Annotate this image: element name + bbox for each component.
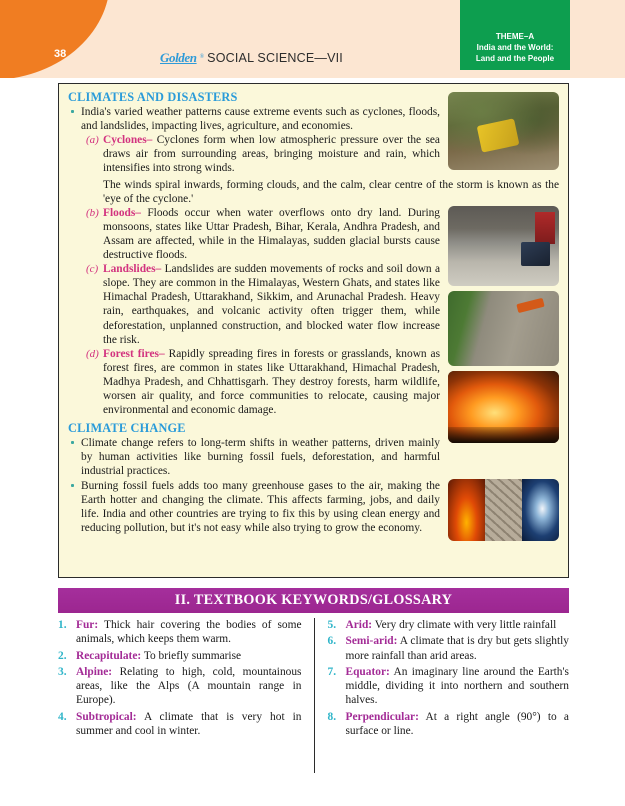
glossary-term: Arid:: [345, 619, 373, 631]
cyclone-damage-photo: [448, 92, 559, 170]
page-header: [0, 0, 625, 78]
glossary-definition: A climate that is dry but gets slightly more rainfall than arid areas.: [345, 635, 569, 662]
sub-item-forest-fires: [86, 347, 440, 417]
sub-item-marker: (d): [86, 347, 99, 360]
glossary-number: 3.: [58, 665, 67, 678]
intro-bullet-text: India's varied weather patterns cause extreme events such as cyclones, floods, and landslides, impacting lives, agriculture, and economies.: [81, 106, 440, 133]
heading-climates-and-disasters: CLIMATES AND DISASTERS: [68, 90, 238, 104]
glossary-number: 5.: [327, 619, 337, 631]
orange-corner-decoration: [0, 0, 110, 78]
sub-item-text: Landslides are sudden movements of rocks and soil down a slope. They are common in the Himalayas, Western Ghats, and states like Himachal Pradesh, Uttarakhand, Sikkim, and Arunachal Pradesh. Heavy rain, earthquakes, and volcanic activity often trigger them, while deforestation, unplanned construction, and blocked water flow increase the risk.: [103, 263, 440, 346]
list-item: [58, 649, 302, 663]
climate-change-bullet-1-text: Climate change refers to long-term shifts in weather patterns, driven mainly by human activities like burning fossil fuels, deforestation, and harmful industrial practices.: [81, 437, 440, 478]
glossary-definition: Very dry climate with very little rainfall: [372, 619, 557, 631]
sub-item-term: Landslides–: [103, 263, 162, 276]
glossary-number: 6.: [327, 635, 337, 648]
glossary-number: 4.: [58, 710, 67, 723]
climate-collage-photo: [448, 479, 559, 541]
theme-subtitle-line2: Land and the People: [475, 54, 555, 63]
glossary-term: Recapitulate:: [76, 649, 142, 662]
glossary-term: Subtropical:: [76, 710, 137, 723]
landslide-road-photo: [448, 291, 559, 366]
bullet-dot-icon: [68, 436, 81, 444]
sub-item-term: Cyclones–: [103, 134, 153, 147]
sub-item-term: Forest fires–: [103, 347, 165, 360]
climate-change-bullet-1: [68, 436, 440, 478]
list-item: [328, 665, 570, 708]
sub-item-landslides: [86, 262, 440, 347]
glossary-term: Equator:: [345, 665, 390, 678]
glossary-term: Alpine:: [76, 665, 113, 678]
list-item: [328, 710, 570, 739]
glossary-columns: [58, 613, 569, 773]
running-head: [160, 50, 343, 66]
glossary-definition: To briefly summarise: [141, 649, 242, 662]
glossary-column-right: [314, 618, 570, 773]
glossary-section: [58, 588, 569, 773]
list-item: [58, 618, 302, 647]
glossary-term: Semi-arid:: [345, 635, 398, 648]
heading-climate-change: CLIMATE CHANGE: [68, 421, 186, 436]
intro-bullet: [68, 105, 440, 133]
book-title: SOCIAL SCIENCE—VII: [207, 51, 343, 65]
cyclones-continuation: The winds spiral inwards, forming clouds, and the calm, clear centre of the storm is known as the 'eye of the cyclone.': [103, 178, 559, 205]
list-item: [58, 665, 302, 708]
sub-item-text: Floods occur when water overflows onto dry land. During monsoons, states like Uttar Pradesh, Bihar, Kerala, Andhra Pradesh, and Assam are affected, while in the Himalayas, sudden glacial bursts cause destructive floods.: [103, 206, 440, 262]
sub-item-marker: (b): [86, 206, 99, 219]
glossary-definition: Relating to high, cold, mountainous areas, like the Alps (A mountain range in Europe).: [76, 665, 302, 707]
theme-label: THEME–A: [495, 32, 535, 41]
theme-subtitle-line1: India and the World:: [476, 43, 554, 52]
glossary-number: 1.: [58, 619, 67, 631]
flooded-street-photo: [448, 206, 559, 286]
glossary-term: Perpendicular:: [345, 710, 419, 723]
glossary-definition: A climate that is very hot in summer and cool in winter.: [76, 710, 302, 738]
glossary-column-left: [58, 618, 314, 773]
list-item: [328, 618, 570, 632]
list-item: [328, 634, 570, 663]
theme-badge: [460, 0, 570, 70]
forest-fire-photo: [448, 371, 559, 443]
glossary-definition: Thick hair covering the bodies of some animals, which keeps them warm.: [76, 619, 302, 646]
sub-item-floods: [86, 206, 440, 262]
main-content-box: [58, 83, 569, 578]
glossary-title-bar: II. TEXTBOOK KEYWORDS/GLOSSARY: [58, 588, 569, 613]
sub-item-text: Rapidly spreading fires in forests or grasslands, known as forest fires, are common in states like Uttarakhand, Himachal Pradesh, Madhya Pradesh, and Chhattisgarh. They destroy forests, harm wildlife, worsen air quality, and force communities to relocate, causing major environmental and economic damage.: [103, 347, 441, 417]
glossary-definition: At a right angle (90°) to a surface or line.: [345, 710, 569, 738]
bullet-dot-icon: [68, 479, 81, 487]
list-item: [58, 710, 302, 739]
sub-item-cyclones: [86, 133, 440, 175]
registered-trademark-icon: ®: [199, 54, 205, 60]
sub-item-text: Cyclones form when low atmospheric pressure over the sea draws air from surrounding areas, bringing moisture and rain, which intensifies into strong winds.: [103, 134, 440, 175]
sub-item-marker: (c): [86, 263, 99, 276]
glossary-number: 2.: [58, 649, 67, 662]
page-number: 38: [54, 48, 67, 60]
glossary-number: 8.: [327, 710, 337, 723]
glossary-number: 7.: [327, 665, 337, 678]
golden-logo: Golden: [160, 50, 197, 65]
climate-change-bullet-2-text: Burning fossil fuels adds too many greenhouse gases to the air, making the Earth hotter and changing the climate. This affects farming, jobs, and daily life. India and other countries are trying to fix this by using clean energy and reducing pollution, but it's not easy while also trying to grow the economy.: [81, 479, 440, 534]
climate-change-bullet-2: [68, 479, 440, 535]
sub-item-marker: (a): [86, 134, 99, 147]
sub-item-term: Floods–: [103, 206, 141, 219]
glossary-term: Fur:: [76, 619, 99, 631]
glossary-definition: An imaginary line around the Earth's middle, dividing it into northern and southern halves.: [345, 665, 569, 707]
bullet-dot-icon: [68, 105, 81, 113]
